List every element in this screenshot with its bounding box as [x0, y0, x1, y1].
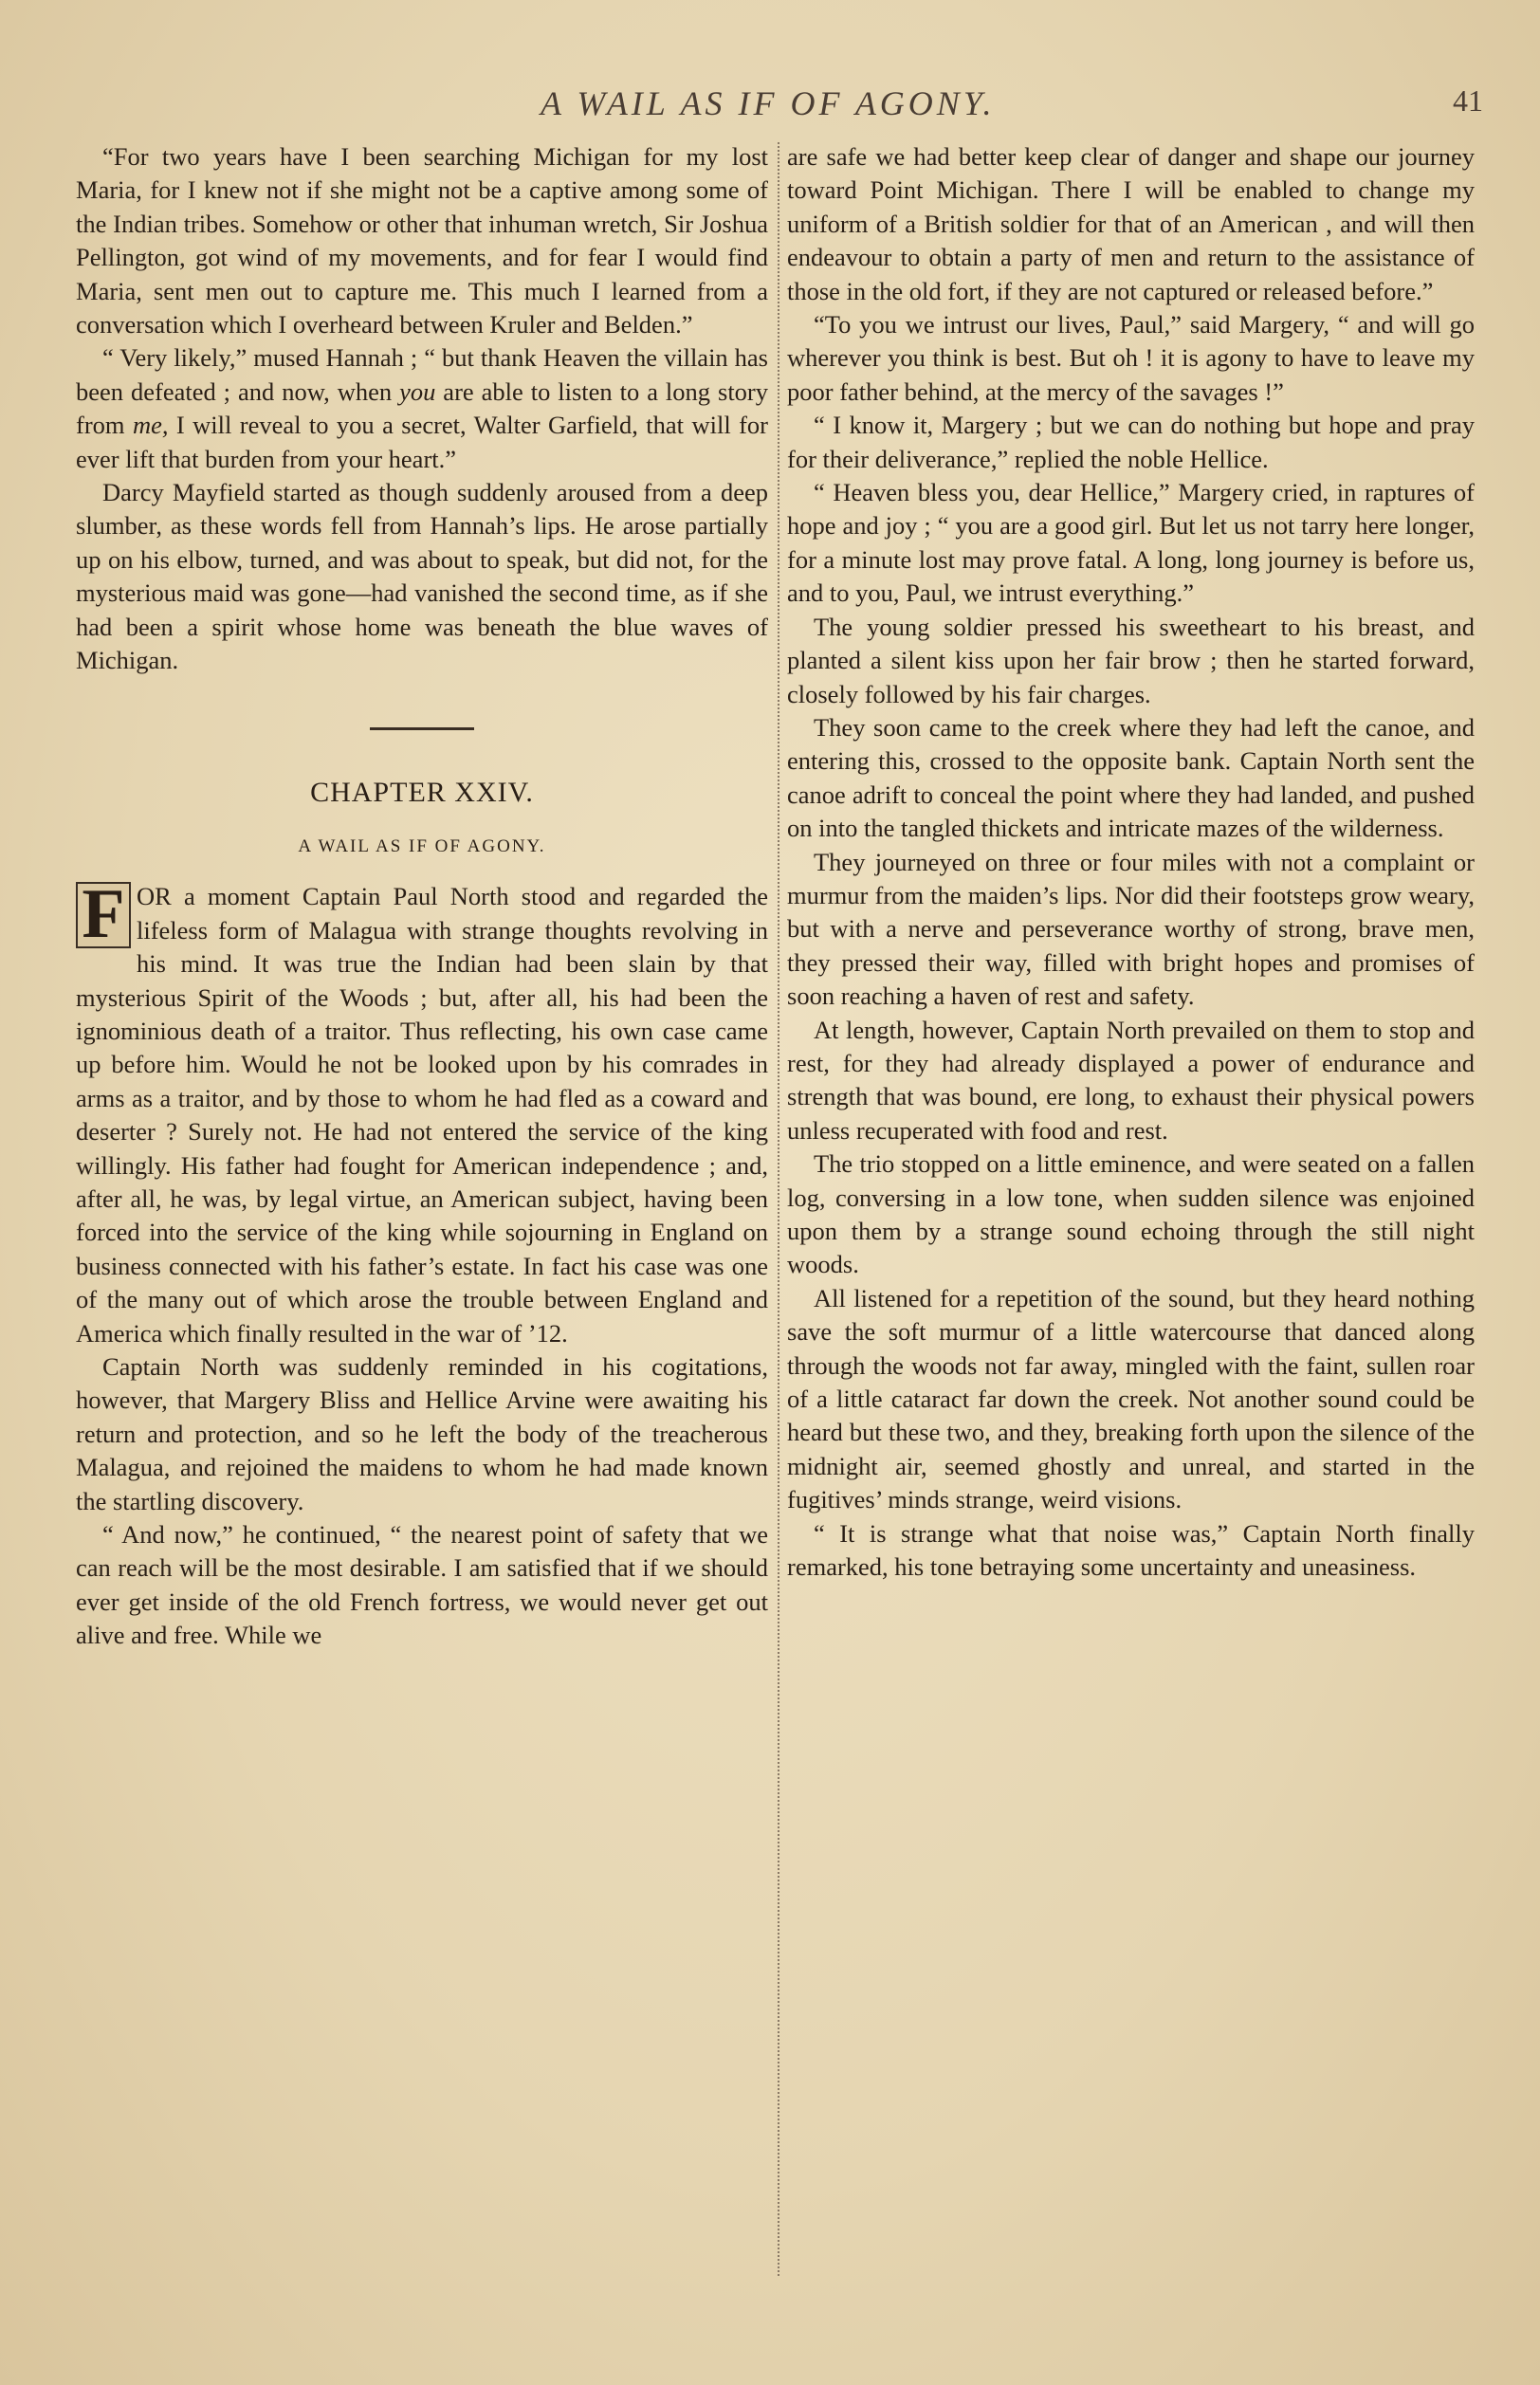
chapter-subtitle: A WAIL AS IF OF AGONY. [298, 835, 546, 856]
column-rule [778, 142, 779, 2276]
paragraph: “To you we intrust our lives, Paul,” said Margery, “ and will go wherever you think is best. But oh ! it is agony to have to leave my poor father behind, at the mercy of the savages !” [787, 310, 1475, 406]
paragraph: Captain North was suddenly reminded in his cogitations, however, that Margery Bliss and Hellice Arvine were awaiting his return and protection, and so he left the body of the treacherous Malagua, and rejoined the maidens to whom he had made known the startling discovery. [76, 1352, 768, 1515]
paragraph: are safe we had better keep clear of danger and shape our journey toward Point Michigan. There I will be enabled to change my uniform of a British soldier for that of an American , and will then endeavour to obtain a party of men and return to the assistance of those in the old fort, if they are not captured or released before.” [787, 142, 1475, 305]
paragraph: At length, however, Captain North prevailed on them to stop and rest, for they had already displayed a power of endurance and strength that was bound, ere long, to exhaust their physical powers unless recuperated with food and rest. [787, 1015, 1475, 1145]
paragraph: “ Heaven bless you, dear Hellice,” Margery cried, in raptures of hope and joy ; “ you are a good girl. But let us not tarry here longer, for a minute lost may prove fatal. A long, long journey is before us, and to you, Paul, we intrust everything.” [787, 478, 1475, 608]
running-title: A WAIL AS IF OF AGONY. [541, 84, 996, 122]
emphasis: you [399, 376, 436, 406]
paragraph: “ I know it, Margery ; but we can do nothing but hope and pray for their deliverance,” replied the noble Hellice. [787, 411, 1475, 473]
text-run: I will reveal to you a secret, Walter Garfield, that will for ever lift that burden from your heart.” [76, 411, 768, 473]
lead-in: OR [137, 882, 172, 911]
text-run: are able to listen to a long story from [76, 376, 768, 440]
paragraph: They soon came to the creek where they had left the canoe, and entering this, crossed to the opposite bank. Captain North sent the canoe adrift to conceal the point where they had landed, and pushed on into the tangled thickets and intricate mazes of the wilderness. [787, 712, 1475, 843]
running-head [0, 83, 1540, 131]
paragraph: “For two years have I been searching Michigan for my lost Maria, for I knew not if she might not be a captive among some of the Indian tribes. Somehow or other that inhuman wretch, Sir Joshua Pellington, got wind of my movements, and for fear I would find Maria, sent men out to capture me. This much I learned from a conversation which I overheard between Kruler and Belden.” [76, 142, 768, 339]
text-run: “ Very likely,” mused Hannah ; “ but thank Heaven the villain has been defeated ; and now, when [76, 343, 768, 406]
paragraph: They journeyed on three or four miles with not a complaint or murmur from the maiden’s lips. Nor did their footsteps grow weary, but with a nerve and perseverance worthy of strong, brave men, they pressed their way, filled with bright hopes and promises of soon reaching a haven of rest and safety. [787, 847, 1475, 1011]
chapter-heading: CHAPTER XXIV. [310, 776, 534, 808]
paragraph: All listened for a repetition of the sound, but they heard nothing save the soft murmur of a little watercourse that danced along through the woods not far away, mingled with the faint, sullen roar of a little cataract far down the creek. Not another sound could be heard but these two, and they, breaking forth upon the silence of the midnight air, seemed ghostly and unreal, and started in the fugitives’ minds strange, weird visions. [787, 1283, 1475, 1514]
paragraph: The trio stopped on a little eminence, and were seated on a fallen log, conversing in a low tone, when sudden silence was enjoined upon them by a strange sound echoing through the still night woods. [787, 1149, 1475, 1279]
paragraph: “ It is strange what that noise was,” Captain North finally remarked, his tone betraying some uncertainty and uneasiness. [787, 1518, 1475, 1582]
paragraph: “ And now,” he continued, “ the nearest point of safety that we can reach will be the most desirable. I am satisfied that if we should ever get inside of the old French fortress, we would never get out alive and free. While we [76, 1520, 768, 1650]
left-column [76, 140, 768, 2284]
right-column [787, 140, 1475, 2284]
emphasis: me, [132, 411, 169, 440]
paragraph: The young soldier pressed his sweetheart to his breast, and planted a silent kiss upon her fair brow ; then he started forward, closely followed by his fair charges. [787, 612, 1475, 708]
paragraph: Darcy Mayfield started as though suddenly aroused from a deep slumber, as these words fell from Hannah’s lips. He arose partially up on his elbow, turned, and was about to speak, but did not, for the mysterious maid was gone—had vanished the second time, as if she had been a spirit whose home was beneath the blue waves of Michigan. [76, 478, 768, 675]
drop-cap: F [76, 882, 131, 948]
paragraph [76, 341, 768, 476]
text-run: a moment Captain Paul North stood and regarded the lifeless form of Malagua with strange thoughts revolving in his mind. It was true the Indian had been slain by that mysterious Spirit of the Woods ; but, after all, his had been the ignominious death of a traitor. Thus reflecting, his own case came up before him. Would he not be looked upon by his comrades in arms as a traitor, and by those to whom he had fled as a coward and deserter ? Surely not. He had not entered the service of the king willingly. His father had fought for American independence ; and, after all, he was, by legal virtue, an American subject, having been forced into the service of the king while sojourning in England on business connected with his father’s estate. In fact his case was one of the many out of which arose the trouble between England and America which finally resulted in the war of ’12. [76, 882, 768, 1348]
section-divider [370, 727, 474, 730]
chapter-opening-paragraph [76, 875, 768, 1350]
page-number: 41 [1453, 83, 1483, 118]
